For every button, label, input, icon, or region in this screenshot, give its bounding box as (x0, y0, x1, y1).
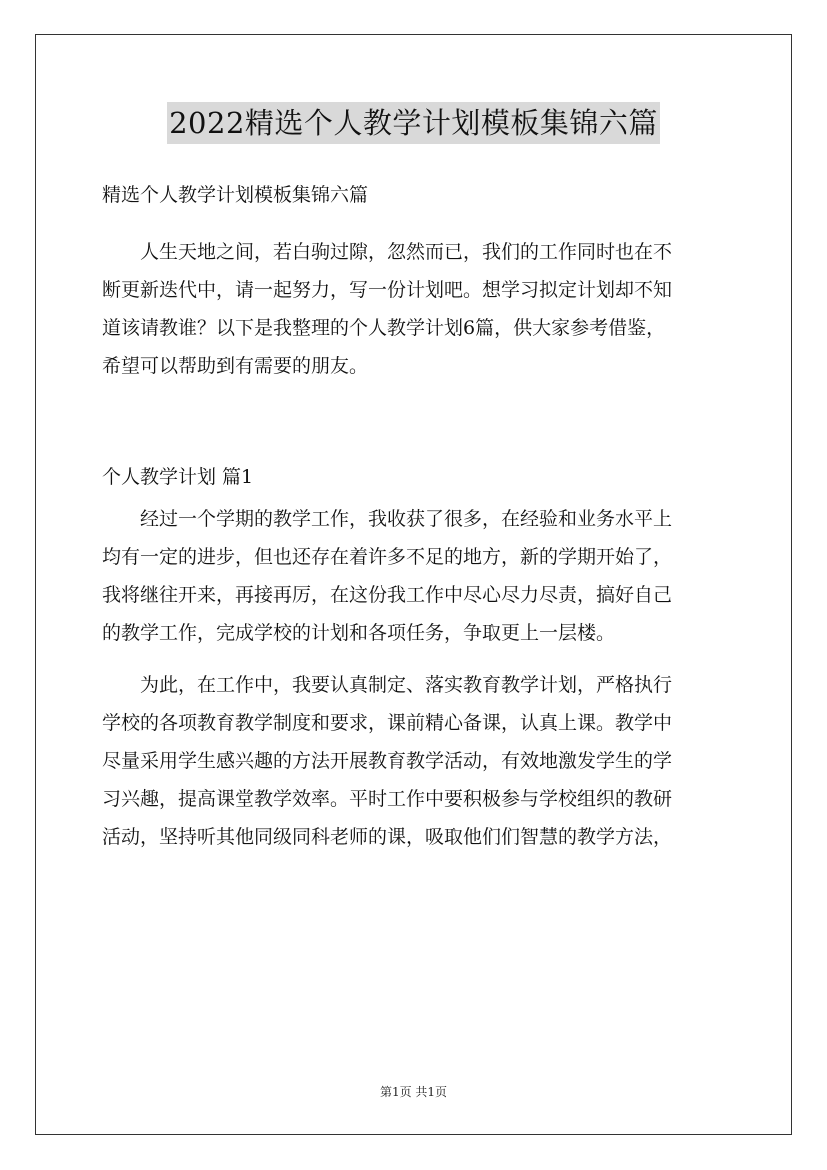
text-line: 尽量采用学生感兴趣的方法开展教育教学活动，有效地激发学生的学 (102, 750, 673, 772)
text-line: 学校的各项教育教学制度和要求，课前精心备课，认真上课。教学中 (102, 712, 673, 734)
text-line: 的教学工作，完成学校的计划和各项任务，争取更上一层楼。 (102, 622, 616, 644)
paragraph-2 (102, 666, 728, 856)
text-line: 活动，坚持听其他同级同科老师的课，吸取他们们智慧的教学方法， (102, 826, 673, 848)
text-line: 为此，在工作中，我要认真制定、落实教育教学计划，严格执行 (102, 674, 673, 696)
document-subtitle: 精选个人教学计划模板集锦六篇 (102, 184, 369, 206)
text-line: 均有一定的进步，但也还存在着许多不足的地方，新的学期开始了， (102, 546, 673, 568)
intro-paragraph (102, 233, 728, 385)
text-line: 希望可以帮助到有需要的朋友。 (102, 355, 369, 377)
paragraph-1 (102, 500, 728, 652)
text-line: 经过一个学期的教学工作，我收获了很多，在经验和业务水平上 (102, 508, 673, 530)
section-heading: 个人教学计划 篇1 (102, 466, 254, 488)
text-line: 道该请教谁？以下是我整理的个人教学计划6篇，供大家参考借鉴， (102, 317, 666, 339)
page-footer: 第1页 共1页 (379, 1085, 448, 1099)
title-container (0, 102, 827, 144)
text-line: 人生天地之间，若白驹过隙，忽然而已，我们的工作同时也在不 (102, 241, 673, 263)
text-line: 习兴趣，提高课堂教学效率。平时工作中要积极参与学校组织的教研 (102, 788, 673, 810)
text-line: 断更新迭代中，请一起努力，写一份计划吧。想学习拟定计划却不知 (102, 279, 673, 301)
text-line: 我将继往开来，再接再厉，在这份我工作中尽心尽力尽责，搞好自己 (102, 584, 673, 606)
document-title: 2022精选个人教学计划模板集锦六篇 (167, 102, 660, 144)
document-body (102, 176, 728, 856)
